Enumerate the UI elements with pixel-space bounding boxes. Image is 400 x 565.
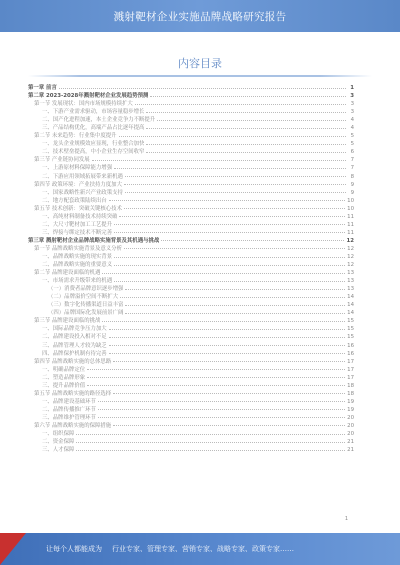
toc-entry-page: 3	[350, 109, 354, 116]
toc-entry[interactable]	[28, 350, 354, 358]
toc-entry-page: 3	[350, 101, 354, 108]
toc-entry[interactable]	[28, 382, 354, 390]
toc-entry[interactable]	[28, 124, 354, 132]
toc-entry-text: 一、上游原材料保障能力增强	[42, 165, 113, 172]
toc-entry-text: 一、明确品牌定位	[42, 366, 86, 373]
toc-entry-page: 17	[347, 366, 354, 373]
toc-entry-text: 二、地方配套政策陆续出台	[42, 197, 107, 204]
toc-entry-page: 6	[350, 149, 354, 156]
toc-entry[interactable]	[28, 366, 354, 374]
toc-entry-page: 14	[347, 294, 354, 301]
toc-entry-page: 17	[347, 358, 354, 365]
toc-entry[interactable]	[28, 140, 354, 148]
footer-tagline: 行业专家、管理专家、营销专家、战略专家、政策专家……	[112, 545, 294, 553]
toc-entry-text: 第六节 品牌战略实施的保障措施	[34, 422, 112, 429]
toc-entry-text: 二、资金保障	[42, 439, 75, 446]
report-title: 溅射靶材企业实施品牌战略研究报告	[113, 10, 287, 23]
toc-entry-page: 19	[347, 398, 354, 405]
toc-entry-page: 10	[347, 205, 354, 212]
toc-entry[interactable]	[28, 390, 354, 398]
toc-entry-page: 9	[350, 189, 354, 196]
toc-entry-text: 第二节 未来趋势：行业集中度提升	[34, 133, 117, 140]
toc-entry[interactable]	[28, 358, 354, 366]
toc-entry[interactable]	[28, 285, 354, 293]
toc-entry-page: 19	[347, 406, 354, 413]
toc-entry[interactable]	[28, 148, 354, 156]
toc-entry[interactable]	[28, 309, 354, 317]
toc-entry[interactable]	[28, 277, 354, 285]
toc-entry-text: 二、国产化进程加速，本土企业竞争力不断提升	[42, 117, 156, 124]
toc-entry-page: 13	[347, 286, 354, 293]
footer-accent	[0, 533, 26, 565]
toc-entry-page: 3	[350, 93, 354, 100]
toc-entry[interactable]	[28, 205, 354, 213]
toc-entry-page: 12	[347, 245, 354, 252]
toc-entry-page: 7	[350, 165, 354, 172]
toc-entry-text: 二、品牌建设投入相对不足	[42, 334, 107, 341]
toc-entry[interactable]	[28, 317, 354, 325]
toc-entry-page: 10	[347, 197, 354, 204]
toc-entry[interactable]	[28, 189, 354, 197]
toc-entry[interactable]	[28, 213, 354, 221]
toc-entry[interactable]	[28, 414, 354, 422]
toc-entry-text: 第一章 前言	[28, 85, 57, 92]
toc-entry-text: 第四节 政策环境：产业扶持力度加大	[34, 181, 122, 188]
toc-entry-text: 第一节 发展现状：国内市场规模持续扩大	[34, 101, 133, 108]
toc-entry-page: 9	[350, 181, 354, 188]
toc-entry-text: 三、品牌管理人才较为缺乏	[42, 342, 107, 349]
toc-entry[interactable]	[28, 430, 354, 438]
toc-entry-page: 13	[347, 278, 354, 285]
toc-entry[interactable]	[28, 116, 354, 124]
toc-entry-text: 二、品牌传播推广环节	[42, 406, 96, 413]
toc-entry-page: 7	[350, 157, 354, 164]
toc-entry[interactable]	[28, 406, 354, 414]
toc-entry-page: 15	[347, 318, 354, 325]
toc-entry-page: 15	[347, 334, 354, 341]
toc-entry-text: 二、技术壁垒提高，中小企业生存空间收窄	[42, 149, 145, 156]
toc-entry-page: 14	[347, 302, 354, 309]
toc-entry[interactable]	[28, 84, 354, 92]
toc-entry-text: （一）消费者品牌意识逐步增强	[48, 286, 124, 293]
toc-entry[interactable]	[28, 293, 354, 301]
toc-entry-text: （四）品牌国际化发展前景广阔	[48, 310, 124, 317]
toc-entry-page: 12	[346, 237, 354, 244]
footer-bar	[0, 533, 400, 565]
toc-entry-page: 18	[347, 382, 354, 389]
toc-entry[interactable]	[28, 181, 354, 189]
toc-entry-text: 一、下游产业需求驱动，市场容量稳步增长	[42, 109, 145, 116]
toc-entry[interactable]	[28, 301, 354, 309]
toc-entry-text: 第一节 品牌战略实施背景及意义分析	[34, 245, 122, 252]
toc-entry-text: 三、品牌维护管理环节	[42, 414, 96, 421]
toc-entry-text: 第二节 品牌建设面临的机遇	[34, 270, 101, 277]
toc-entry[interactable]	[28, 422, 354, 430]
toc-entry[interactable]	[28, 100, 354, 108]
toc-entry[interactable]	[28, 253, 354, 261]
toc-entry-page: 12	[347, 262, 354, 269]
toc-entry-text: 第三章 溅射靶材企业品牌战略实施背景及其机遇与挑战	[28, 237, 160, 244]
toc-entry[interactable]	[28, 398, 354, 406]
toc-entry-page: 1	[350, 85, 354, 92]
table-of-contents	[28, 84, 354, 454]
toc-entry-text: 一、国家战略性新兴产业政策支持	[42, 189, 123, 196]
toc-entry[interactable]	[28, 261, 354, 269]
toc-entry-text: 第五节 技术创新：突破关键核心技术	[34, 205, 122, 212]
toc-entry-page: 21	[347, 439, 354, 446]
toc-entry[interactable]	[28, 197, 354, 205]
toc-entry-page: 17	[347, 374, 354, 381]
footer-slogan: 让每个人都能成为	[46, 545, 102, 553]
toc-entry[interactable]	[28, 333, 354, 341]
toc-entry-text: 一、组织保障	[42, 431, 75, 438]
toc-entry-page: 20	[347, 414, 354, 421]
toc-entry-page: 14	[347, 310, 354, 317]
toc-entry-text: 第四节 品牌战略实施的总体思路	[34, 358, 112, 365]
toc-entry-text: 二、品牌战略实施的重要意义	[42, 262, 113, 269]
toc-entry-text: 二、下游应用领域拓展带来新机遇	[42, 173, 123, 180]
toc-entry[interactable]	[28, 156, 354, 164]
toc-entry-text: 一、品牌建设基础环节	[42, 398, 96, 405]
toc-entry-page: 16	[347, 350, 354, 357]
header-bar	[0, 0, 400, 32]
toc-entry[interactable]	[28, 438, 354, 446]
toc-entry-text: 三、焊接与绑定技术不断完善	[42, 229, 113, 236]
toc-entry[interactable]	[28, 132, 354, 140]
toc-entry-page: 11	[347, 229, 354, 236]
toc-entry[interactable]	[28, 342, 354, 350]
toc-entry[interactable]	[28, 446, 354, 454]
toc-entry[interactable]	[28, 221, 354, 229]
toc-entry-text: 四、品牌保护机制有待完善	[42, 350, 107, 357]
toc-title: 内容目录	[178, 57, 222, 70]
toc-entry-text: 第五节 品牌战略实施的路径选择	[34, 390, 112, 397]
toc-entry-page: 5	[350, 133, 354, 140]
toc-entry-text: 一、龙头企业规模效应显现，行业整合加快	[42, 141, 145, 148]
toc-entry-page: 11	[347, 213, 354, 220]
toc-entry-text: （二）品牌溢价空间不断扩大	[48, 294, 119, 301]
toc-entry-page: 11	[347, 221, 354, 228]
toc-entry-page: 4	[350, 125, 354, 132]
toc-entry-text: （三）数字化传播渠道日益丰富	[48, 302, 124, 309]
toc-entry-text: 三、产品结构优化，高端产品占比逐年提高	[42, 125, 145, 132]
toc-entry-page: 18	[347, 390, 354, 397]
toc-entry-text: 一、高纯材料制备技术持续突破	[42, 213, 118, 220]
toc-entry-page: 5	[350, 141, 354, 148]
toc-entry[interactable]	[28, 173, 354, 181]
toc-entry[interactable]	[28, 164, 354, 172]
toc-entry[interactable]	[28, 92, 354, 100]
toc-entry-page: 13	[347, 270, 354, 277]
toc-entry-text: 一、国际品牌竞争压力加大	[42, 326, 107, 333]
toc-entry[interactable]	[28, 108, 354, 116]
toc-entry-page: 20	[347, 431, 354, 438]
toc-entry-page: 16	[347, 342, 354, 349]
toc-entry-page: 4	[350, 117, 354, 124]
toc-entry-text: 一、市场需求升级带来的机遇	[42, 278, 113, 285]
toc-entry-text: 一、品牌战略实施的现实背景	[42, 254, 113, 260]
toc-entry-text: 二、大尺寸靶材加工工艺提升	[42, 221, 113, 228]
toc-entry[interactable]	[28, 245, 354, 253]
title-divider	[28, 75, 372, 77]
toc-entry-text: 二、塑造品牌形象	[42, 374, 86, 381]
toc-entry-page: 8	[350, 173, 354, 180]
toc-entry-page: 21	[347, 447, 354, 454]
toc-entry-text: 第三节 产业链协同发展	[34, 157, 90, 164]
toc-entry[interactable]	[28, 229, 354, 237]
toc-entry[interactable]	[28, 325, 354, 333]
toc-entry[interactable]	[28, 237, 354, 245]
toc-entry-text: 三、人才保障	[42, 447, 75, 454]
toc-entry-text: 第三节 品牌建设面临的挑战	[34, 318, 101, 325]
toc-entry[interactable]	[28, 269, 354, 277]
toc-entry-page: 15	[347, 326, 354, 333]
toc-entry-page: 12	[347, 254, 354, 260]
toc-entry-text: 三、提升品牌价值	[42, 382, 86, 389]
toc-entry[interactable]	[28, 374, 354, 382]
toc-entry-page: 20	[347, 422, 354, 429]
page-number: 1	[344, 516, 348, 522]
toc-entry-text: 第二章 2023-2028年溅射靶材企业发展趋势预测	[28, 93, 149, 100]
